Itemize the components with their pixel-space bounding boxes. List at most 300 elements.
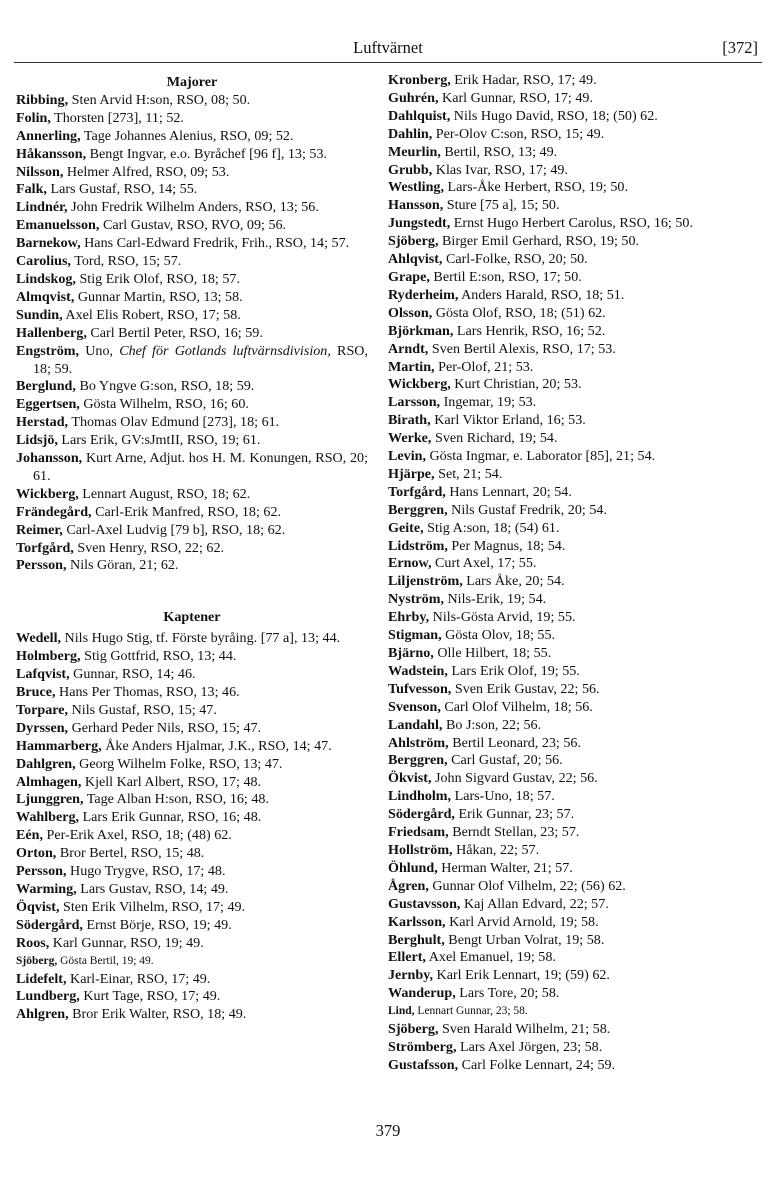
entry-surname: Wanderup,	[388, 985, 456, 1002]
entry-details: Set, 21; 54.	[434, 465, 503, 482]
entry-details: John Sigvard Gustav, 22; 56.	[431, 770, 598, 787]
entry-details: Sven Harald Wilhelm, 21; 58.	[438, 1021, 611, 1038]
entry-details: Erik Gunnar, 23; 57.	[454, 806, 575, 823]
entry-surname: Ahlgren,	[16, 1006, 69, 1023]
register-entry	[388, 627, 740, 645]
entry-details: Per-Olof, 21; 53.	[434, 358, 534, 375]
register-entry	[16, 181, 368, 199]
register-entry	[388, 985, 740, 1003]
entry-details: Gösta Wilhelm, RSO, 16; 60.	[79, 396, 249, 413]
entry-surname: Engström,	[16, 342, 80, 359]
entry-details: Ingemar, 19; 53.	[440, 394, 537, 411]
register-entry	[388, 502, 740, 520]
entry-details: Hans Carl-Edward Fredrik, Frih., RSO, 14; 57.	[80, 235, 350, 252]
entry-surname: Dahlgren,	[16, 755, 76, 772]
entry-surname: Södergård,	[16, 916, 83, 933]
entry-details: Axel Emanuel, 19; 58.	[425, 949, 556, 966]
entry-surname: Ellert,	[388, 949, 426, 966]
entry-details: Nils Gustaf Fredrik, 20; 54.	[447, 501, 607, 518]
entry-surname: Wedell,	[16, 630, 62, 647]
register-entry	[388, 376, 740, 394]
entry-surname: Torfgård,	[388, 483, 446, 500]
entry-surname: Johansson,	[16, 450, 83, 467]
entry-details: Sture [75 a], 15; 50.	[443, 197, 560, 214]
entry-details: Herman Walter, 21; 57.	[437, 859, 573, 876]
register-entry	[16, 648, 368, 666]
entry-surname: Friedsam,	[388, 824, 449, 841]
entry-details: Nils Göran, 21; 62.	[66, 557, 179, 574]
entry-details: Per-Erik Axel, RSO, 18; (48) 62.	[43, 827, 232, 844]
register-entry	[388, 484, 740, 502]
entry-surname: Håkansson,	[16, 145, 87, 162]
entry-surname: Arndt,	[388, 340, 429, 357]
entry-surname: Emanuelsson,	[16, 217, 100, 234]
register-entry	[388, 717, 740, 735]
entry-surname: Karlsson,	[388, 913, 446, 930]
entry-details: Lars-Uno, 18; 57.	[451, 788, 555, 805]
entry-surname: Hallenberg,	[16, 324, 87, 341]
entry-details: Uno,	[79, 342, 120, 359]
register-entry	[16, 988, 368, 1006]
register-entry	[388, 735, 740, 753]
entry-surname: Stigman,	[388, 627, 442, 644]
entry-surname: Svenson,	[388, 698, 441, 715]
entry-details: Gerhard Peder Nils, RSO, 15; 47.	[68, 719, 262, 736]
register-entry	[388, 466, 740, 484]
register-entry	[388, 72, 740, 90]
section-heading-majorer: Majorer	[166, 74, 218, 90]
entry-details: Carl Gustaf, 20; 56.	[447, 752, 563, 769]
header-rule	[14, 62, 762, 63]
entry-surname: Frändegård,	[16, 503, 92, 520]
register-entry	[16, 774, 368, 792]
page-header	[14, 38, 762, 62]
entry-surname: Orton,	[16, 845, 57, 862]
entry-details: Karl Gunnar, RSO, 17; 49.	[438, 89, 593, 106]
entry-surname: Almhagen,	[16, 773, 82, 790]
register-entry	[388, 878, 740, 896]
register-entry	[16, 702, 368, 720]
entry-surname: Lafqvist,	[16, 666, 70, 683]
entry-surname: Eggertsen,	[16, 396, 80, 413]
register-entry	[388, 645, 740, 663]
register-entry	[16, 738, 368, 756]
entry-details: Thomas Olav Edmund [273], 18; 61.	[68, 414, 280, 431]
entry-surname: Berghult,	[388, 931, 445, 948]
entry-details: Lars Axel Jörgen, 23; 58.	[456, 1038, 603, 1055]
kaptener-list	[16, 630, 368, 1024]
entry-surname: Wahlberg,	[16, 809, 80, 826]
entry-details: Birger Emil Gerhard, RSO, 19; 50.	[438, 233, 640, 250]
register-entry	[16, 378, 368, 396]
register-entry	[388, 448, 740, 466]
register-entry	[388, 251, 740, 269]
entry-surname: Falk,	[16, 181, 47, 198]
register-entry	[16, 935, 368, 953]
entry-surname: Wadstein,	[388, 662, 448, 679]
register-entry	[388, 126, 740, 144]
register-entry	[388, 179, 740, 197]
register-entry	[388, 359, 740, 377]
entry-details: Bengt Ingvar, e.o. Byråchef [96 f], 13; 53.	[86, 145, 328, 162]
entry-details: Bror Erik Walter, RSO, 18; 49.	[68, 1006, 247, 1023]
entry-surname: Almqvist,	[16, 288, 75, 305]
entry-surname: Ågren,	[388, 877, 429, 894]
entry-surname: Sjöberg,	[388, 233, 439, 250]
register-entry	[388, 609, 740, 627]
entry-details: Hugo Trygve, RSO, 17; 48.	[66, 863, 226, 880]
entry-details: Hans Per Thomas, RSO, 13; 46.	[55, 684, 240, 700]
register-entry	[388, 860, 740, 878]
entry-details: Lars Erik Gunnar, RSO, 16; 48.	[79, 809, 262, 826]
register-entry	[388, 430, 740, 448]
entry-details: Erik Hadar, RSO, 17; 49.	[450, 72, 597, 88]
entry-surname: Geite,	[388, 519, 424, 536]
entry-details: Åke Anders Hjalmar, J.K., RSO, 14; 47.	[101, 737, 332, 754]
entry-details: Anders Harald, RSO, 18; 51.	[458, 286, 625, 303]
register-entry	[16, 325, 368, 343]
entry-details: Hans Lennart, 20; 54.	[445, 483, 572, 500]
entry-details: Gösta Olov, 18; 55.	[441, 627, 556, 644]
entry-surname: Carolius,	[16, 253, 71, 270]
entry-details: Nils Hugo Stig, tf. Förste byråing. [77 a], 13; 44.	[61, 630, 341, 647]
entry-surname: Lindskog,	[16, 270, 76, 287]
entry-details: Stig A:son, 18; (54) 61.	[423, 519, 560, 536]
entry-surname: Lindholm,	[388, 788, 452, 805]
entry-position: Chef för Gotlands luftvärnsdivision,	[119, 342, 331, 359]
entry-surname: Lind,	[388, 1005, 415, 1018]
entry-surname: Werke,	[388, 430, 432, 447]
entry-surname: Dahlin,	[388, 125, 433, 142]
register-entry	[388, 663, 740, 681]
register-entry	[16, 540, 368, 558]
register-entry	[388, 233, 740, 251]
entry-surname: Ökvist,	[388, 770, 432, 787]
entry-surname: Gustavsson,	[388, 895, 461, 912]
entry-surname: Sundin,	[16, 306, 63, 323]
entry-details: Axel Elis Robert, RSO, 17; 58.	[62, 306, 241, 323]
entry-details: Ernst Hugo Herbert Carolus, RSO, 16; 50.	[450, 215, 693, 232]
entry-surname: Lidsjö,	[16, 432, 58, 449]
register-entry	[16, 899, 368, 917]
register-entry	[16, 809, 368, 827]
entry-details: Gösta Bertil, 19; 49.	[57, 954, 154, 967]
entry-surname: Bjärno,	[388, 645, 434, 661]
register-entry	[16, 881, 368, 899]
register-entry	[388, 197, 740, 215]
entry-surname: Martin,	[388, 358, 435, 375]
entry-details: Gunnar, RSO, 14; 46.	[69, 666, 196, 683]
entry-surname: Berggren,	[388, 501, 448, 518]
register-entry	[16, 557, 368, 575]
register-entry	[16, 756, 368, 774]
register-entry	[388, 896, 740, 914]
entry-surname: Tufvesson,	[388, 680, 452, 697]
entry-details: Gösta Olof, RSO, 18; (51) 62.	[432, 304, 606, 321]
register-entry	[16, 971, 368, 989]
register-entry	[16, 486, 368, 504]
register-entry	[388, 323, 740, 341]
entry-details: Sten Erik Vilhelm, RSO, 17; 49.	[59, 898, 246, 915]
entry-surname: Lidefelt,	[16, 970, 67, 987]
entry-details: Lennart Gunnar, 23; 58.	[414, 1005, 528, 1018]
entry-details: Nils Gustaf, RSO, 15; 47.	[68, 701, 217, 718]
entry-surname: Berggren,	[388, 752, 448, 769]
entry-surname: Sjöberg,	[16, 954, 58, 967]
entry-surname: Lundberg,	[16, 988, 80, 1005]
entry-details: Bertil, RSO, 13; 49.	[440, 143, 558, 160]
entry-surname: Warming,	[16, 880, 77, 897]
entry-surname: Meurlin,	[388, 143, 441, 160]
entry-surname: Öhlund,	[388, 859, 438, 876]
register-entry	[16, 791, 368, 809]
entry-surname: Grape,	[388, 268, 430, 285]
entry-surname: Kronberg,	[388, 72, 451, 88]
entry-surname: Guhrén,	[388, 89, 439, 106]
entry-details: Lars-Åke Herbert, RSO, 19; 50.	[444, 179, 628, 196]
register-entry	[388, 412, 740, 430]
entry-details: Karl Viktor Erland, 16; 53.	[430, 412, 586, 429]
register-entry	[16, 396, 368, 414]
entry-details: Nils-Erik, 19; 54.	[443, 591, 547, 608]
entry-details: Karl Erik Lennart, 19; (59) 62.	[433, 967, 610, 984]
register-entry	[388, 806, 740, 824]
entry-surname: Birath,	[388, 412, 431, 429]
register-entry	[16, 164, 368, 182]
entry-details: Ernst Börje, RSO, 19; 49.	[82, 916, 232, 933]
entry-surname: Wickberg,	[388, 376, 451, 393]
entry-details: Lars Erik, GV:sJmtII, RSO, 19; 61.	[57, 432, 261, 449]
entry-details: Per Magnus, 18; 54.	[447, 537, 566, 554]
entry-surname: Bruce,	[16, 684, 56, 700]
entry-surname: Landahl,	[388, 716, 443, 733]
entry-details: Carl-Axel Ludvig [79 b], RSO, 18; 62.	[62, 521, 286, 538]
entry-surname: Nyström,	[388, 591, 444, 608]
register-entry	[388, 1039, 740, 1057]
entry-details: Gunnar Martin, RSO, 13; 58.	[74, 288, 243, 305]
register-entry	[388, 394, 740, 412]
entry-surname: Eén,	[16, 827, 44, 844]
entry-surname: Westling,	[388, 179, 444, 196]
entry-details: Carl-Erik Manfred, RSO, 18; 62.	[91, 503, 282, 520]
register-entry	[16, 432, 368, 450]
entry-surname: Nilsson,	[16, 163, 64, 180]
register-entry	[16, 1006, 368, 1024]
entry-surname: Gustafsson,	[388, 1056, 459, 1073]
entry-surname: Hjärpe,	[388, 465, 435, 482]
register-entry	[388, 842, 740, 860]
section-heading-kaptener: Kaptener	[163, 609, 221, 626]
entry-details: Bror Bertel, RSO, 15; 48.	[56, 845, 205, 862]
entry-details: Bo Yngve G:son, RSO, 18; 59.	[75, 378, 255, 395]
entry-details: Kaj Allan Edvard, 22; 57.	[460, 895, 609, 912]
entry-details: Karl Gunnar, RSO, 19; 49.	[49, 934, 204, 951]
entry-details: Karl-Einar, RSO, 17; 49.	[66, 970, 211, 987]
register-entry	[16, 199, 368, 217]
entry-surname: Torfgård,	[16, 539, 74, 556]
entry-surname: Berglund,	[16, 378, 76, 395]
register-entry	[388, 914, 740, 932]
entry-surname: Hollström,	[388, 841, 453, 858]
majorer-list	[16, 92, 368, 575]
register-entry	[388, 341, 740, 359]
entry-surname: Levin,	[388, 448, 426, 465]
entry-details: Nils-Gösta Arvid, 19; 55.	[429, 609, 576, 626]
entry-surname: Ribbing,	[16, 91, 69, 108]
register-entry	[388, 269, 740, 287]
entry-details: Gösta Ingmar, e. Laborator [85], 21; 54.	[425, 448, 656, 465]
register-entry	[16, 845, 368, 863]
entry-details: Sten Arvid H:son, RSO, 08; 50.	[68, 91, 251, 108]
entry-surname: Ernow,	[388, 555, 432, 572]
entry-details: Carl Olof Vilhelm, 18; 56.	[440, 698, 593, 715]
register-entry	[16, 827, 368, 845]
register-entry	[388, 162, 740, 180]
register-entry	[388, 144, 740, 162]
entry-details: Sven Erik Gustav, 22; 56.	[451, 680, 600, 697]
entry-details: Carl Folke Lennart, 24; 59.	[458, 1056, 616, 1073]
entry-details: Olle Hilbert, 18; 55.	[433, 645, 552, 661]
register-entry	[388, 108, 740, 126]
entry-surname: Hammarberg,	[16, 737, 102, 754]
entry-details: Karl Arvid Arnold, 19; 58.	[445, 913, 599, 930]
register-entry	[16, 271, 368, 289]
entry-details: Nils Hugo David, RSO, 18; (50) 62.	[450, 107, 658, 124]
entry-details: Bo J:son, 22; 56.	[442, 716, 542, 733]
register-entry	[388, 681, 740, 699]
register-entry	[16, 146, 368, 164]
register-entry	[16, 450, 368, 486]
register-entry	[16, 630, 368, 648]
register-entry	[16, 504, 368, 522]
register-entry	[388, 555, 740, 573]
register-entry	[16, 953, 368, 971]
register-entry	[388, 90, 740, 108]
entry-details: Sven Henry, RSO, 22; 62.	[73, 539, 225, 556]
entry-details: Stig Erik Olof, RSO, 18; 57.	[75, 270, 240, 287]
register-entry	[388, 538, 740, 556]
register-entry	[388, 215, 740, 233]
entry-details: John Fredrik Wilhelm Anders, RSO, 13; 56.	[67, 199, 319, 216]
entry-details: Lars Gustaf, RSO, 14; 55.	[46, 181, 198, 198]
register-entry	[16, 666, 368, 684]
entry-details: Georg Wilhelm Folke, RSO, 13; 47.	[75, 755, 283, 772]
entry-surname: Strömberg,	[388, 1038, 457, 1055]
register-entry	[388, 591, 740, 609]
entry-surname: Jungstedt,	[388, 215, 451, 232]
entry-details: Carl Bertil Peter, RSO, 16; 59.	[86, 324, 263, 341]
entry-details: Berndt Stellan, 23; 57.	[448, 824, 580, 841]
entry-surname: Reimer,	[16, 521, 63, 538]
entry-details-cont: RSO, 18; 59.	[33, 342, 369, 377]
page-number: 379	[375, 1121, 401, 1140]
entry-surname: Södergård,	[388, 806, 455, 823]
entry-details: Bertil E:son, RSO, 17; 50.	[429, 268, 582, 285]
entry-details: Helmer Alfred, RSO, 09; 53.	[63, 163, 230, 180]
entry-details: Curt Axel, 17; 55.	[431, 555, 537, 572]
entry-details: Kurt Tage, RSO, 17; 49.	[79, 988, 221, 1005]
entry-details: Bertil Leonard, 23; 56.	[448, 734, 581, 751]
register-entry	[388, 305, 740, 323]
register-entry	[388, 932, 740, 950]
entry-surname: Ahlström,	[388, 734, 449, 751]
entry-surname: Olsson,	[388, 304, 433, 321]
entry-surname: Lidström,	[388, 537, 448, 554]
kaptener-list-continued	[388, 72, 740, 1075]
entry-details: Sven Richard, 19; 54.	[431, 430, 558, 447]
register-entry	[16, 92, 368, 110]
entry-details: Klas Ivar, RSO, 17; 49.	[432, 161, 568, 178]
register-entry	[388, 824, 740, 842]
running-title: Luftvärnet	[353, 38, 423, 57]
register-entry	[388, 788, 740, 806]
entry-surname: Annerling,	[16, 127, 81, 144]
register-entry	[16, 863, 368, 881]
register-entry	[388, 1057, 740, 1075]
entry-surname: Herstad,	[16, 414, 69, 431]
entry-details: Kurt Christian, 20; 53.	[450, 376, 582, 393]
entry-surname: Folin,	[16, 109, 51, 126]
entry-details: Per-Olov C:son, RSO, 15; 49.	[432, 125, 605, 142]
entry-details: Tord, RSO, 15; 57.	[70, 253, 182, 270]
entry-surname: Liljenström,	[388, 573, 463, 590]
entry-details: Tage Alban H:son, RSO, 16; 48.	[83, 791, 269, 808]
entry-surname: Ryderheim,	[388, 286, 459, 303]
entry-details: Kjell Karl Albert, RSO, 17; 48.	[81, 773, 262, 790]
register-entry	[16, 917, 368, 935]
entry-surname: Dyrssen,	[16, 719, 69, 736]
register-entry	[16, 307, 368, 325]
entry-surname: Ehrby,	[388, 609, 430, 626]
register-entry	[16, 217, 368, 235]
entry-surname: Roos,	[16, 934, 50, 951]
left-column	[16, 72, 368, 1024]
entry-surname: Persson,	[16, 557, 67, 574]
entry-details: Carl-Folke, RSO, 20; 50.	[442, 251, 588, 268]
register-entry	[16, 235, 368, 253]
entry-surname: Lindnér,	[16, 199, 68, 216]
entry-surname: Wickberg,	[16, 485, 79, 502]
entry-details: Lars Gustav, RSO, 14; 49.	[76, 880, 229, 897]
entry-surname: Sjöberg,	[388, 1021, 439, 1038]
register-entry	[16, 414, 368, 432]
entry-surname: Dahlquist,	[388, 107, 451, 124]
entry-details: Thorsten [273], 11; 52.	[50, 109, 184, 126]
entry-surname: Holmberg,	[16, 648, 81, 665]
entry-details: Håkan, 22; 57.	[452, 841, 540, 858]
entry-surname: Jernby,	[388, 967, 434, 984]
entry-details: Lars Tore, 20; 58.	[455, 985, 560, 1002]
entry-surname: Torpare,	[16, 701, 69, 718]
entry-surname: Ahlqvist,	[388, 251, 443, 268]
entry-surname: Larsson,	[388, 394, 441, 411]
entry-surname: Hansson,	[388, 197, 444, 214]
register-entry	[16, 720, 368, 738]
entry-details: Lars Henrik, RSO, 16; 52.	[453, 322, 606, 339]
entry-surname: Öqvist,	[16, 898, 60, 915]
register-entry	[16, 343, 368, 379]
register-entry	[388, 967, 740, 985]
register-entry	[388, 287, 740, 305]
page-reference: [372]	[722, 38, 758, 57]
entry-details: Kurt Arne, Adjut. hos H. M. Konungen, RSO, 20; 61.	[33, 450, 368, 484]
register-entry	[388, 573, 740, 591]
register-entry	[16, 253, 368, 271]
register-entry	[388, 770, 740, 788]
register-entry	[16, 128, 368, 146]
register-entry	[388, 949, 740, 967]
entry-surname: Grubb,	[388, 161, 433, 178]
